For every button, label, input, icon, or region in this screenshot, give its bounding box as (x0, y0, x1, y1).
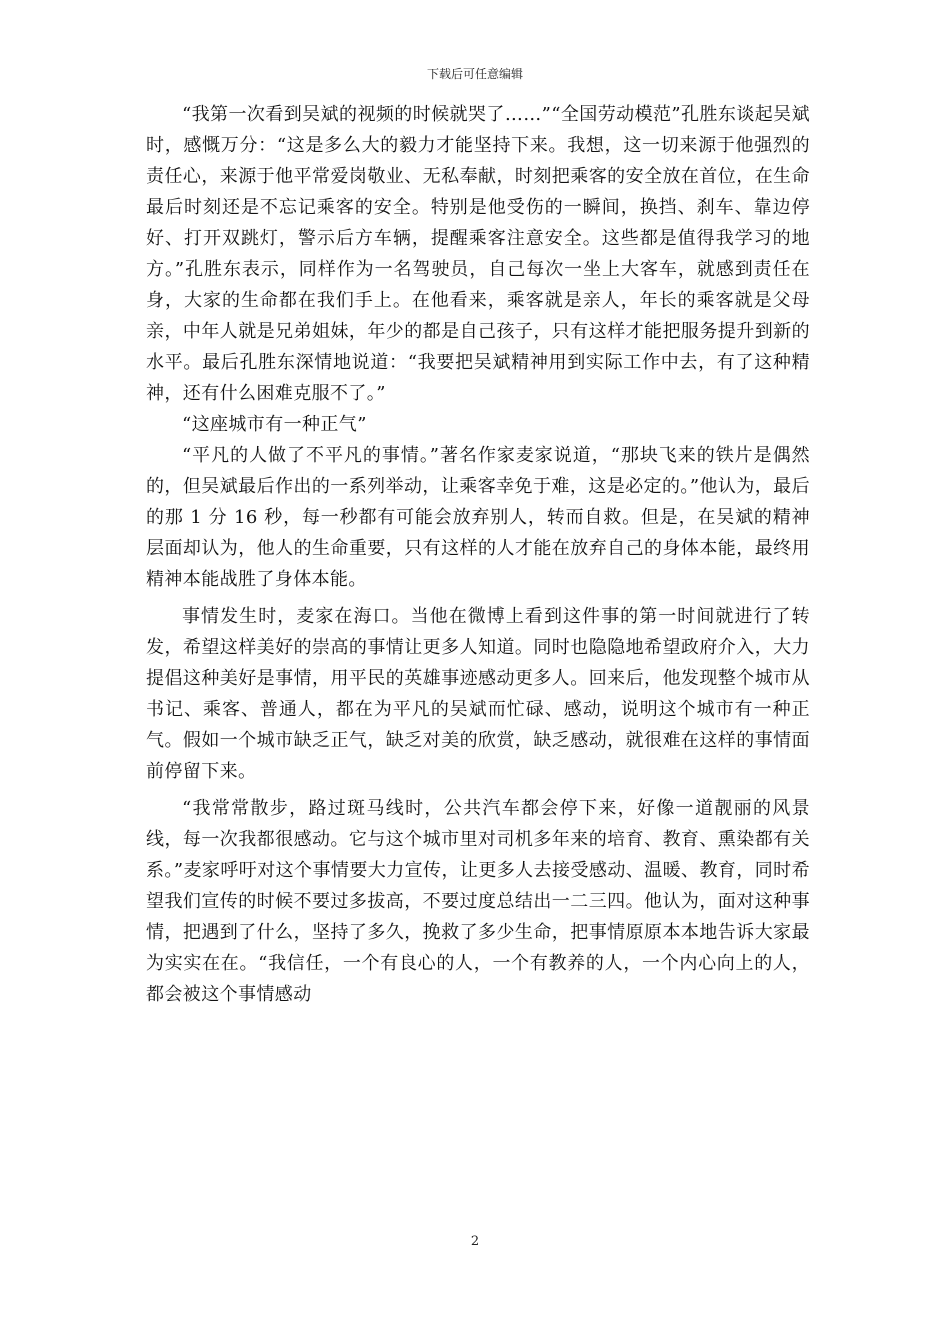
paragraph-maijia-walk: “我常常散步，路过斑马线时，公共汽车都会停下来，好像一道靓丽的风景线，每一次我都很感动。它与这个城市里对司机多年来的培育、教育、熏染都有关系。”麦家呼吁对这个事情要大力宣传，让更多人去接受感动、温暖、教育，同时希望我们宣传的时候不要过多拔高，不要过度总结出一二三四。他认为，面对这种事情，把遇到了什么，坚持了多久，挽救了多少生命，把事情原原本本地告诉大家最为实实在在。“我信任，一个有良心的人，一个有教养的人，一个内心向上的人，都会被这个事情感动 (146, 798, 810, 1005)
page-number: 2 (470, 1234, 480, 1249)
paragraph-kong-shengdong: “我第一次看到吴斌的视频的时候就哭了……”“全国劳动模范”孔胜东谈起吴斌时，感慨万分：“这是多么大的毅力才能坚持下来。我想，这一切来源于他强烈的责任心，来源于他平常爱岗敬业、无私奉献，时刻把乘客的安全放在首位，在生命最后时刻还是不忘记乘客的安全。特别是他受伤的一瞬间，换挡、刹车、靠边停好、打开双跳灯，警示后方车辆，提醒乘客注意安全。这些都是值得我学习的地方。”孔胜东表示，同样作为一名驾驶员，自己每次一坐上大客车，就感到责任在身，大家的生命都在我们手上。在他看来，乘客就是亲人，年长的乘客就是父母亲，中年人就是兄弟姐妹，年少的都是自己孩子，只有这样才能把服务提升到新的水平。最后孔胜东深情地说道：“我要把吴斌精神用到实际工作中去，有了这种精神，还有什么困难克服不了。” (146, 104, 810, 404)
document-body (146, 99, 810, 1010)
page-header: 下载后可任意编辑 (426, 67, 523, 81)
paragraph-maijia-quote: “平凡的人做了不平凡的事情。”著名作家麦家说道，“那块飞来的铁片是偶然的，但吴斌最后作出的一系列举动，让乘客幸免于难，这是必定的。”他认为，最后的那 1 分 16 秒，每一秒都有可能会放弃别人，转而自救。但是，在吴斌的精神层面却认为，他人的生命重要，只有这样的人才能在放弃自己的身体本能，最终用精神本能战胜了身体本能。 (146, 445, 810, 590)
paragraph-maijia-haikou: 事情发生时，麦家在海口。当他在微博上看到这件事的第一时间就进行了转发，希望这样美好的崇高的事情让更多人知道。同时也隐隐地希望政府介入，大力提倡这种美好是事情，用平民的英雄事迹感动更多人。回来后，他发现整个城市从书记、乘客、普通人，都在为平凡的吴斌而忙碌、感动，说明这个城市有一种正气。假如一个城市缺乏正气，缺乏对美的欣赏，缺乏感动，就很难在这样的事情面前停留下来。 (146, 606, 810, 782)
section-heading: “这座城市有一种正气” (182, 414, 367, 435)
